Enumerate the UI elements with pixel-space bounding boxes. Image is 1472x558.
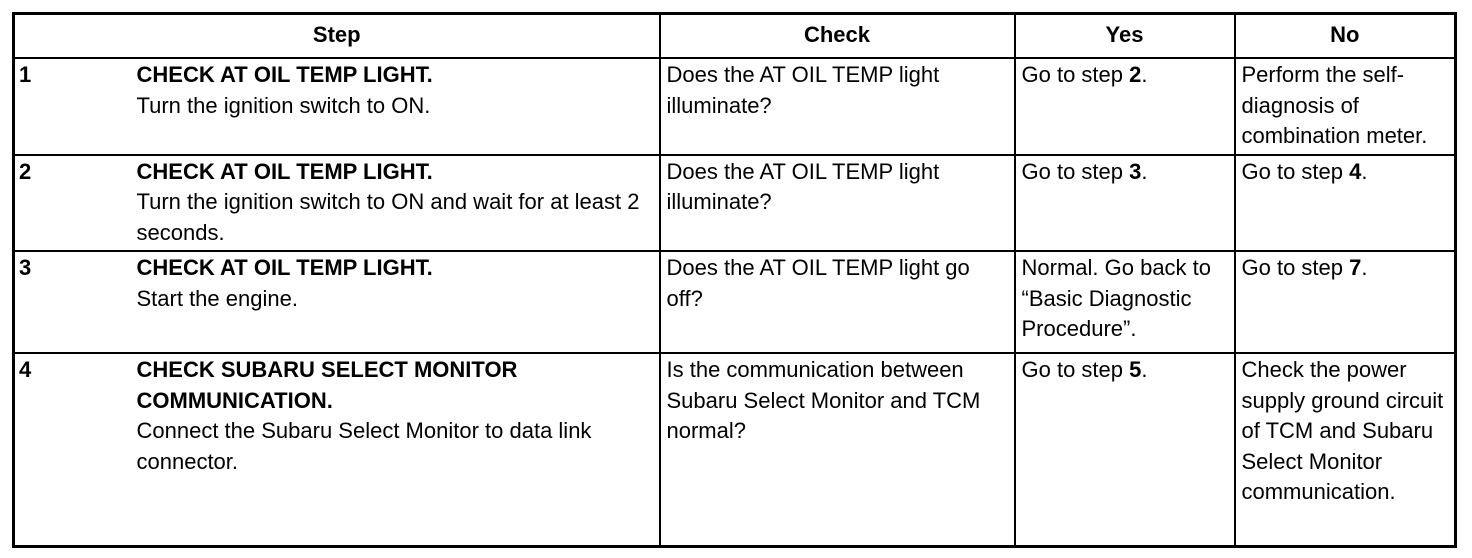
step-number: 2 bbox=[14, 155, 131, 252]
no-text: Go to step bbox=[1241, 158, 1350, 184]
check-cell: Is the communication between Subaru Select Monitor and TCM normal? bbox=[660, 353, 1015, 547]
table-row bbox=[14, 155, 1456, 252]
yes-step-ref: 3 bbox=[1129, 158, 1142, 184]
header-check: Check bbox=[660, 14, 1015, 59]
step-description: Start the engine. bbox=[136, 285, 298, 311]
step-number: 3 bbox=[14, 251, 131, 353]
table-header-row bbox=[14, 14, 1456, 59]
check-cell: Does the AT OIL TEMP light illuminate? bbox=[660, 155, 1015, 252]
yes-suffix: . bbox=[1141, 158, 1148, 184]
step-cell bbox=[131, 58, 660, 155]
no-cell: Perform the self-diagnosis of combination meter. bbox=[1235, 58, 1456, 155]
no-suffix: . bbox=[1361, 158, 1368, 184]
yes-cell bbox=[1015, 58, 1235, 155]
header-step: Step bbox=[14, 14, 660, 59]
yes-text: Go to step bbox=[1021, 357, 1130, 382]
no-suffix: . bbox=[1361, 255, 1368, 280]
no-step-ref: 4 bbox=[1349, 158, 1362, 184]
no-step-ref: 7 bbox=[1349, 255, 1362, 280]
step-description: Turn the ignition switch to ON and wait for at least 2 seconds. bbox=[136, 189, 640, 245]
header-no: No bbox=[1235, 14, 1456, 59]
header-yes: Yes bbox=[1015, 14, 1235, 59]
step-cell bbox=[131, 251, 660, 353]
yes-cell: Normal. Go back to “Basic Diagnostic Procedure”. bbox=[1015, 251, 1235, 353]
step-title: CHECK AT OIL TEMP LIGHT. bbox=[136, 255, 433, 280]
table-row bbox=[14, 58, 1456, 155]
table-row bbox=[14, 251, 1456, 353]
yes-cell bbox=[1015, 155, 1235, 252]
step-title: CHECK AT OIL TEMP LIGHT. bbox=[136, 158, 433, 184]
step-description: Turn the ignition switch to ON. bbox=[136, 92, 431, 118]
yes-text: Go to step bbox=[1021, 62, 1130, 87]
step-title: CHECK AT OIL TEMP LIGHT. bbox=[136, 62, 433, 87]
yes-suffix: . bbox=[1141, 357, 1148, 382]
no-cell: Check the power supply ground circuit of TCM and Subaru Select Monitor communication. bbox=[1235, 353, 1456, 547]
step-number: 4 bbox=[14, 353, 131, 547]
step-cell bbox=[131, 155, 660, 252]
step-cell bbox=[131, 353, 660, 547]
yes-step-ref: 2 bbox=[1129, 62, 1142, 87]
yes-cell bbox=[1015, 353, 1235, 547]
no-cell bbox=[1235, 251, 1456, 353]
yes-suffix: . bbox=[1141, 62, 1148, 87]
table-row bbox=[14, 353, 1456, 547]
check-cell: Does the AT OIL TEMP light illuminate? bbox=[660, 58, 1015, 155]
step-title: CHECK SUBARU SELECT MONITOR COMMUNICATION. bbox=[136, 357, 518, 413]
step-description: Connect the Subaru Select Monitor to data link connector. bbox=[136, 418, 592, 474]
diagnostic-table bbox=[12, 12, 1457, 548]
step-number: 1 bbox=[14, 58, 131, 155]
check-cell: Does the AT OIL TEMP light go off? bbox=[660, 251, 1015, 353]
yes-step-ref: 5 bbox=[1129, 357, 1142, 382]
yes-text: Go to step bbox=[1021, 158, 1130, 184]
no-text: Go to step bbox=[1241, 255, 1350, 280]
no-cell bbox=[1235, 155, 1456, 252]
